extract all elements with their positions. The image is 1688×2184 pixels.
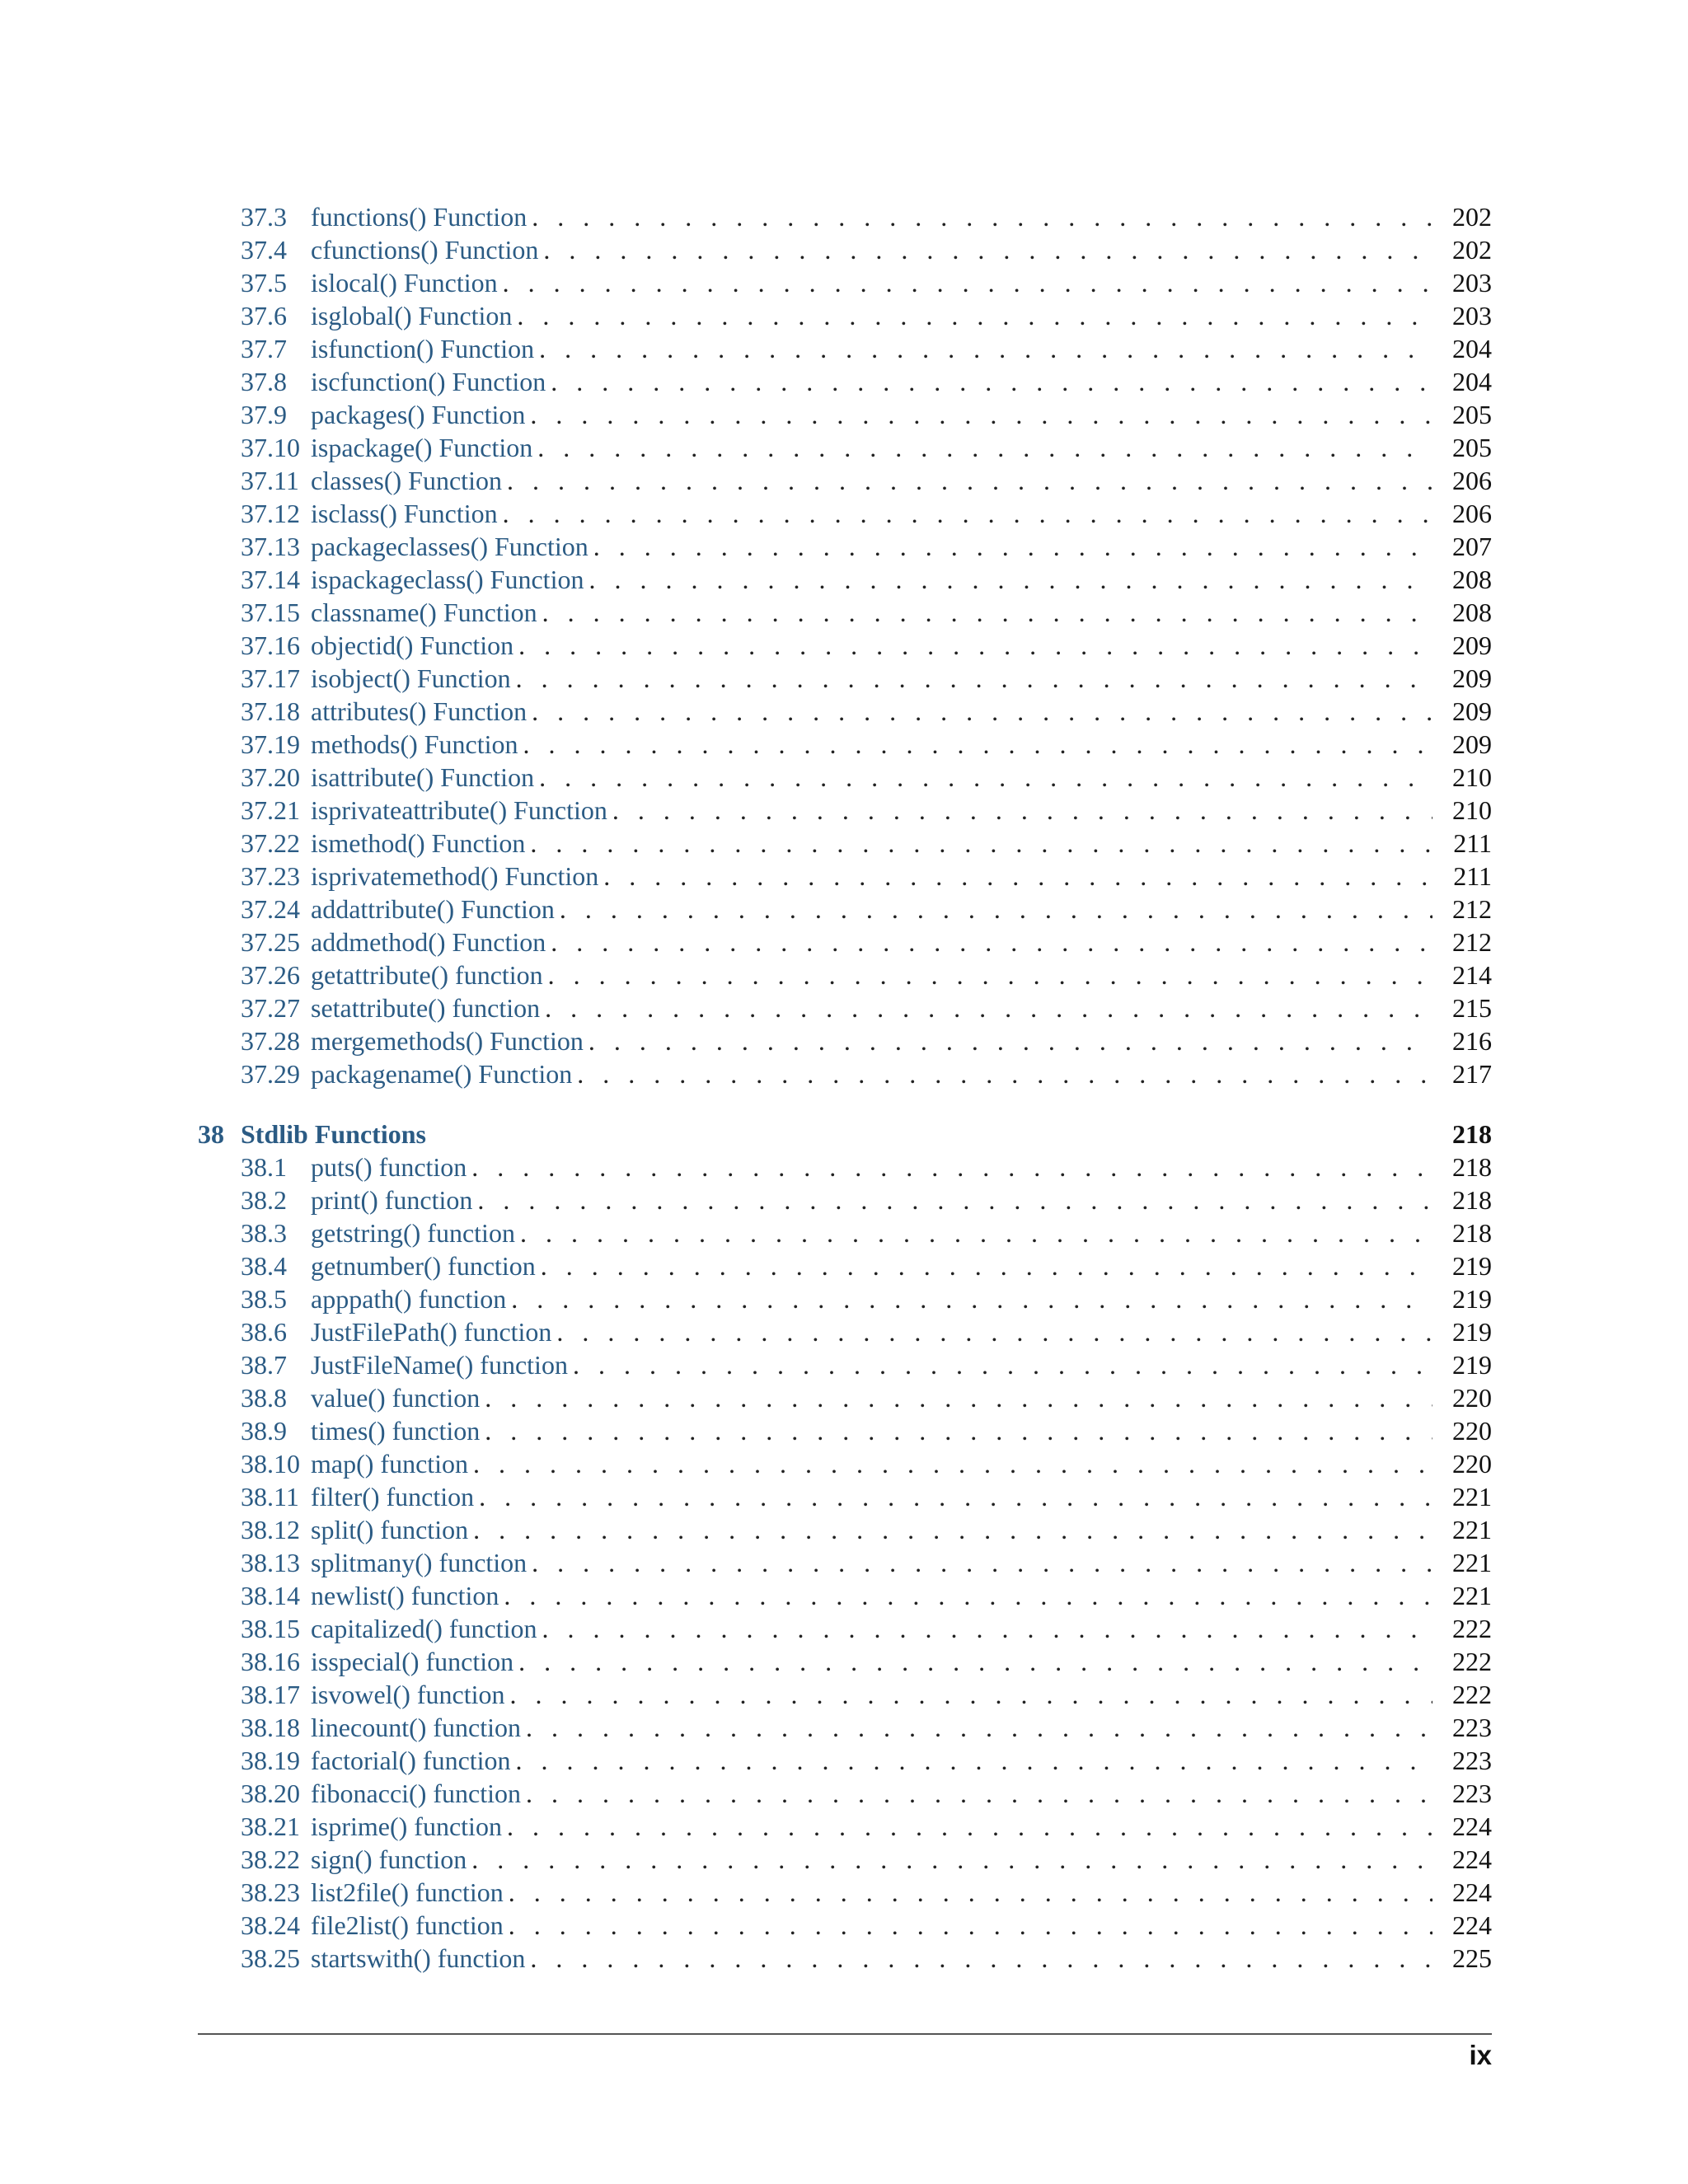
toc-entry[interactable] xyxy=(198,860,1492,893)
section-title-link[interactable]: capitalized() function xyxy=(311,1614,537,1643)
toc-entry[interactable] xyxy=(198,1645,1492,1678)
dot-leader xyxy=(551,926,1432,958)
section-page-number: 202 xyxy=(1452,202,1492,232)
toc-entry[interactable] xyxy=(198,1579,1492,1612)
section-title-link[interactable]: getstring() function xyxy=(311,1218,515,1248)
chapter-number: 38 xyxy=(198,1119,224,1149)
toc-entry[interactable] xyxy=(198,1546,1492,1579)
toc-entry[interactable] xyxy=(198,1843,1492,1876)
section-page-number: 212 xyxy=(1452,927,1492,957)
toc-entry[interactable] xyxy=(198,1216,1492,1249)
section-number: 38.25 xyxy=(241,1943,300,1973)
dot-leader xyxy=(532,1546,1432,1579)
section-number: 37.16 xyxy=(241,630,300,660)
section-number: 37.13 xyxy=(241,532,300,561)
section-number: 37.24 xyxy=(241,894,300,924)
section-title-link[interactable]: value() function xyxy=(311,1383,481,1413)
section-page-number: 222 xyxy=(1452,1680,1492,1709)
section-number: 38.6 xyxy=(241,1317,287,1347)
section-number: 37.19 xyxy=(241,729,300,759)
section-page-number: 219 xyxy=(1452,1350,1492,1380)
dot-leader xyxy=(518,1645,1432,1678)
toc-entry[interactable] xyxy=(198,1024,1492,1057)
section-number: 38.16 xyxy=(241,1647,300,1676)
section-number: 37.26 xyxy=(241,960,300,990)
section-title-link[interactable]: ispackageclass() Function xyxy=(311,565,584,594)
section-title-link[interactable]: objectid() Function xyxy=(311,630,514,660)
section-page-number: 214 xyxy=(1452,960,1492,990)
section-title-link[interactable]: isglobal() Function xyxy=(311,301,513,330)
section-page-number: 217 xyxy=(1452,1059,1492,1089)
toc-entry[interactable] xyxy=(198,1678,1492,1711)
dot-leader xyxy=(560,893,1432,926)
section-list-38 xyxy=(198,1151,1492,1975)
section-page-number: 209 xyxy=(1452,729,1492,759)
section-page-number: 223 xyxy=(1452,1779,1492,1808)
section-page-number: 224 xyxy=(1452,1811,1492,1841)
chapter-page-number: 218 xyxy=(1452,1119,1492,1149)
section-title-link[interactable]: functions() Function xyxy=(311,202,528,232)
section-page-number: 212 xyxy=(1452,894,1492,924)
dot-leader xyxy=(593,530,1432,563)
chapter-title[interactable]: Stdlib Functions xyxy=(241,1119,426,1149)
section-number: 37.21 xyxy=(241,795,300,825)
section-title-link[interactable]: mergemethods() Function xyxy=(311,1026,584,1056)
section-page-number: 210 xyxy=(1452,762,1492,792)
dot-leader xyxy=(523,728,1432,761)
section-title-link[interactable]: packages() Function xyxy=(311,400,526,429)
section-number: 37.17 xyxy=(241,663,300,693)
dot-leader xyxy=(509,1909,1432,1942)
toc-entry[interactable] xyxy=(198,893,1492,926)
dot-leader xyxy=(520,1216,1432,1249)
toc-entry[interactable] xyxy=(198,761,1492,794)
section-page-number: 208 xyxy=(1452,598,1492,627)
toc-entry[interactable] xyxy=(198,299,1492,332)
section-title-link[interactable]: filter() function xyxy=(311,1482,475,1511)
dot-leader xyxy=(603,860,1432,893)
section-number: 37.10 xyxy=(241,433,300,462)
section-page-number: 221 xyxy=(1452,1482,1492,1511)
section-title-link[interactable]: file2list() function xyxy=(311,1910,504,1940)
toc-entry[interactable] xyxy=(198,1744,1492,1777)
section-page-number: 223 xyxy=(1452,1713,1492,1742)
section-number: 38.8 xyxy=(241,1383,287,1413)
section-page-number: 222 xyxy=(1452,1647,1492,1676)
section-number: 37.29 xyxy=(241,1059,300,1089)
section-title-link[interactable]: times() function xyxy=(311,1416,481,1446)
dot-leader xyxy=(510,1678,1433,1711)
section-page-number: 211 xyxy=(1453,861,1492,891)
section-title-link[interactable]: isattribute() Function xyxy=(311,762,535,792)
section-page-number: 218 xyxy=(1452,1152,1492,1182)
section-number: 38.1 xyxy=(241,1152,287,1182)
section-title-link[interactable]: startswith() function xyxy=(311,1943,526,1973)
section-title-link[interactable]: splitmany() function xyxy=(311,1548,528,1577)
toc-entry[interactable] xyxy=(198,926,1492,958)
section-title-link[interactable]: list2file() function xyxy=(311,1877,504,1907)
dot-leader xyxy=(507,464,1432,497)
section-title-link[interactable]: isclass() Function xyxy=(311,499,498,528)
section-title-link[interactable]: isprivatemethod() Function xyxy=(311,861,599,891)
section-title-link[interactable]: getattribute() function xyxy=(311,960,543,990)
dot-leader xyxy=(485,1414,1432,1447)
section-page-number: 210 xyxy=(1452,795,1492,825)
section-number: 38.4 xyxy=(241,1251,287,1281)
section-number: 37.7 xyxy=(241,334,287,363)
section-page-number: 218 xyxy=(1452,1185,1492,1215)
section-title-link[interactable]: packageclasses() Function xyxy=(311,532,588,561)
toc-entry[interactable] xyxy=(198,332,1492,365)
section-number: 37.3 xyxy=(241,202,287,232)
dot-leader xyxy=(612,794,1432,827)
toc-entry[interactable] xyxy=(198,1151,1492,1183)
section-page-number: 208 xyxy=(1452,565,1492,594)
section-title-link[interactable]: classes() Function xyxy=(311,466,502,495)
section-page-number: 221 xyxy=(1452,1515,1492,1544)
toc-entry[interactable] xyxy=(198,1315,1492,1348)
section-page-number: 216 xyxy=(1452,1026,1492,1056)
section-page-number: 211 xyxy=(1453,828,1492,858)
dot-leader xyxy=(577,1057,1432,1090)
section-number: 37.27 xyxy=(241,993,300,1023)
section-page-number: 205 xyxy=(1452,400,1492,429)
section-title-link[interactable]: isprivateattribute() Function xyxy=(311,795,607,825)
toc-entry[interactable] xyxy=(198,1711,1492,1744)
page-number-footer: ix xyxy=(1469,2040,1492,2070)
dot-leader xyxy=(507,1810,1432,1843)
section-page-number: 225 xyxy=(1452,1943,1492,1973)
section-title-link[interactable]: print() function xyxy=(311,1185,473,1215)
toc-entry[interactable] xyxy=(198,1183,1492,1216)
toc-entry[interactable] xyxy=(198,365,1492,398)
section-number: 37.25 xyxy=(241,927,300,957)
section-page-number: 221 xyxy=(1452,1548,1492,1577)
dot-leader xyxy=(511,1282,1432,1315)
dot-leader xyxy=(509,1876,1432,1909)
dot-leader xyxy=(532,200,1432,233)
section-page-number: 224 xyxy=(1452,1910,1492,1940)
section-page-number: 219 xyxy=(1452,1251,1492,1281)
section-page-number: 206 xyxy=(1452,466,1492,495)
toc-entry[interactable] xyxy=(198,200,1492,233)
dot-leader xyxy=(518,629,1432,662)
section-title-link[interactable]: islocal() Function xyxy=(311,268,498,298)
dot-leader xyxy=(473,1513,1432,1546)
dot-leader xyxy=(503,497,1432,530)
toc-entry[interactable] xyxy=(198,1480,1492,1513)
toc-entry[interactable] xyxy=(198,991,1492,1024)
section-number: 38.17 xyxy=(241,1680,300,1709)
dot-leader xyxy=(532,695,1432,728)
dot-leader xyxy=(485,1381,1432,1414)
footer-rule xyxy=(198,2033,1492,2035)
section-number: 37.23 xyxy=(241,861,300,891)
section-list-37 xyxy=(198,200,1492,1090)
section-title-link[interactable]: apppath() function xyxy=(311,1284,507,1314)
dot-leader xyxy=(530,1942,1432,1975)
toc-entry[interactable] xyxy=(198,1810,1492,1843)
toc-entry[interactable] xyxy=(198,1909,1492,1942)
section-page-number: 219 xyxy=(1452,1317,1492,1347)
toc-entry[interactable] xyxy=(198,1612,1492,1645)
dot-leader xyxy=(542,596,1432,629)
section-page-number: 203 xyxy=(1452,301,1492,330)
dot-leader xyxy=(473,1447,1432,1480)
section-page-number: 215 xyxy=(1452,993,1492,1023)
toc-entry[interactable] xyxy=(198,827,1492,860)
section-title-link[interactable]: addmethod() Function xyxy=(311,927,546,957)
section-page-number: 222 xyxy=(1452,1614,1492,1643)
section-title-link[interactable]: JustFilePath() function xyxy=(311,1317,552,1347)
section-page-number: 219 xyxy=(1452,1284,1492,1314)
toc-entry[interactable] xyxy=(198,1513,1492,1546)
section-title-link[interactable]: packagename() Function xyxy=(311,1059,573,1089)
dot-leader xyxy=(530,398,1432,431)
section-number: 38.24 xyxy=(241,1910,300,1940)
section-number: 38.20 xyxy=(241,1779,300,1808)
section-number: 38.18 xyxy=(241,1713,300,1742)
section-number: 37.8 xyxy=(241,367,287,396)
section-number: 38.22 xyxy=(241,1844,300,1874)
toc-entry[interactable] xyxy=(198,1348,1492,1381)
chapter-entry[interactable] xyxy=(198,1118,1492,1151)
section-number: 37.12 xyxy=(241,499,300,528)
section-number: 37.11 xyxy=(241,466,299,495)
dot-leader xyxy=(542,1612,1432,1645)
dot-leader xyxy=(479,1480,1432,1513)
section-page-number: 224 xyxy=(1452,1877,1492,1907)
section-number: 37.28 xyxy=(241,1026,300,1056)
dot-leader xyxy=(530,827,1432,860)
dot-leader xyxy=(517,299,1432,332)
section-page-number: 204 xyxy=(1452,334,1492,363)
toc-entry[interactable] xyxy=(198,695,1492,728)
dot-leader xyxy=(548,958,1432,991)
section-number: 37.5 xyxy=(241,268,287,298)
section-number: 38.12 xyxy=(241,1515,300,1544)
toc-entry[interactable] xyxy=(198,1876,1492,1909)
toc-entry[interactable] xyxy=(198,958,1492,991)
toc-entry[interactable] xyxy=(198,398,1492,431)
dot-leader xyxy=(545,991,1432,1024)
dot-leader xyxy=(551,365,1432,398)
section-page-number: 209 xyxy=(1452,630,1492,660)
section-title-link[interactable]: ismethod() Function xyxy=(311,828,526,858)
dot-leader xyxy=(516,662,1432,695)
section-title-link[interactable]: fibonacci() function xyxy=(311,1779,521,1808)
section-number: 38.11 xyxy=(241,1482,299,1511)
section-number: 38.5 xyxy=(241,1284,287,1314)
toc-entry[interactable] xyxy=(198,233,1492,266)
section-page-number: 202 xyxy=(1452,235,1492,265)
toc-entry[interactable] xyxy=(198,596,1492,629)
dot-leader xyxy=(539,761,1432,794)
toc-entry[interactable] xyxy=(198,266,1492,299)
section-title-link[interactable]: classname() Function xyxy=(311,598,537,627)
section-page-number: 220 xyxy=(1452,1449,1492,1479)
dot-leader xyxy=(503,266,1432,299)
table-of-contents xyxy=(198,200,1492,1975)
toc-entry[interactable] xyxy=(198,794,1492,827)
toc-entry[interactable] xyxy=(198,497,1492,530)
section-number: 38.14 xyxy=(241,1581,300,1610)
section-title-link[interactable]: JustFileName() function xyxy=(311,1350,568,1380)
section-page-number: 203 xyxy=(1452,268,1492,298)
dot-leader xyxy=(526,1777,1432,1810)
section-page-number: 223 xyxy=(1452,1746,1492,1775)
dot-leader xyxy=(588,563,1432,596)
dot-leader xyxy=(556,1315,1432,1348)
dot-leader xyxy=(471,1151,1432,1183)
section-number: 37.18 xyxy=(241,696,300,726)
section-number: 38.7 xyxy=(241,1350,287,1380)
dot-leader xyxy=(504,1579,1432,1612)
section-page-number: 224 xyxy=(1452,1844,1492,1874)
section-title-link[interactable]: ispackage() Function xyxy=(311,433,533,462)
section-number: 37.9 xyxy=(241,400,287,429)
toc-entry[interactable] xyxy=(198,1777,1492,1810)
section-number: 37.4 xyxy=(241,235,287,265)
toc-entry[interactable] xyxy=(198,728,1492,761)
section-number: 38.19 xyxy=(241,1746,300,1775)
section-number: 37.14 xyxy=(241,565,300,594)
section-number: 38.23 xyxy=(241,1877,300,1907)
section-title-link[interactable]: split() function xyxy=(311,1515,469,1544)
toc-entry[interactable] xyxy=(198,1414,1492,1447)
dot-leader xyxy=(471,1843,1432,1876)
toc-entry[interactable] xyxy=(198,1249,1492,1282)
section-page-number: 206 xyxy=(1452,499,1492,528)
dot-leader xyxy=(526,1711,1432,1744)
section-title-link[interactable]: map() function xyxy=(311,1449,469,1479)
section-number: 37.20 xyxy=(241,762,300,792)
section-title-link[interactable]: sign() function xyxy=(311,1844,467,1874)
dot-leader xyxy=(477,1183,1432,1216)
section-title-link[interactable]: isprime() function xyxy=(311,1811,502,1841)
dot-leader xyxy=(516,1744,1432,1777)
section-title-link[interactable]: newlist() function xyxy=(311,1581,499,1610)
section-page-number: 221 xyxy=(1452,1581,1492,1610)
toc-entry[interactable] xyxy=(198,1282,1492,1315)
dot-leader xyxy=(573,1348,1432,1381)
section-number: 37.15 xyxy=(241,598,300,627)
toc-entry[interactable] xyxy=(198,464,1492,497)
section-number: 37.6 xyxy=(241,301,287,330)
section-title-link[interactable]: getnumber() function xyxy=(311,1251,536,1281)
section-title-link[interactable]: factorial() function xyxy=(311,1746,511,1775)
section-number: 38.21 xyxy=(241,1811,300,1841)
section-number: 38.13 xyxy=(241,1548,300,1577)
toc-entry[interactable] xyxy=(198,1381,1492,1414)
section-page-number: 220 xyxy=(1452,1383,1492,1413)
dot-leader xyxy=(541,1249,1432,1282)
toc-entry[interactable] xyxy=(198,629,1492,662)
section-title-link[interactable]: iscfunction() Function xyxy=(311,367,546,396)
dot-leader xyxy=(539,332,1432,365)
toc-entry[interactable] xyxy=(198,431,1492,464)
toc-entry[interactable] xyxy=(198,530,1492,563)
section-title-link[interactable]: isspecial() function xyxy=(311,1647,514,1676)
section-title-link[interactable]: isfunction() Function xyxy=(311,334,535,363)
section-title-link[interactable]: linecount() function xyxy=(311,1713,522,1742)
section-page-number: 209 xyxy=(1452,663,1492,693)
section-number: 38.10 xyxy=(241,1449,300,1479)
toc-entry[interactable] xyxy=(198,1057,1492,1090)
section-title-link[interactable]: isvowel() function xyxy=(311,1680,505,1709)
section-page-number: 218 xyxy=(1452,1218,1492,1248)
section-page-number: 209 xyxy=(1452,696,1492,726)
dot-leader xyxy=(588,1024,1432,1057)
section-page-number: 205 xyxy=(1452,433,1492,462)
section-title-link[interactable]: attributes() Function xyxy=(311,696,528,726)
toc-entry[interactable] xyxy=(198,662,1492,695)
section-title-link[interactable]: methods() Function xyxy=(311,729,518,759)
dot-leader xyxy=(537,431,1432,464)
section-title-link[interactable]: cfunctions() Function xyxy=(311,235,539,265)
dot-leader xyxy=(543,233,1432,266)
section-page-number: 207 xyxy=(1452,532,1492,561)
section-number: 37.22 xyxy=(241,828,300,858)
section-page-number: 220 xyxy=(1452,1416,1492,1446)
section-number: 38.15 xyxy=(241,1614,300,1643)
section-title-link[interactable]: puts() function xyxy=(311,1152,467,1182)
section-number: 38.9 xyxy=(241,1416,287,1446)
section-page-number: 204 xyxy=(1452,367,1492,396)
section-title-link[interactable]: setattribute() function xyxy=(311,993,541,1023)
section-title-link[interactable]: isobject() Function xyxy=(311,663,511,693)
section-number: 38.3 xyxy=(241,1218,287,1248)
toc-entry[interactable] xyxy=(198,1447,1492,1480)
toc-entry[interactable] xyxy=(198,563,1492,596)
section-number: 38.2 xyxy=(241,1185,287,1215)
section-title-link[interactable]: addattribute() Function xyxy=(311,894,555,924)
toc-entry[interactable] xyxy=(198,1942,1492,1975)
